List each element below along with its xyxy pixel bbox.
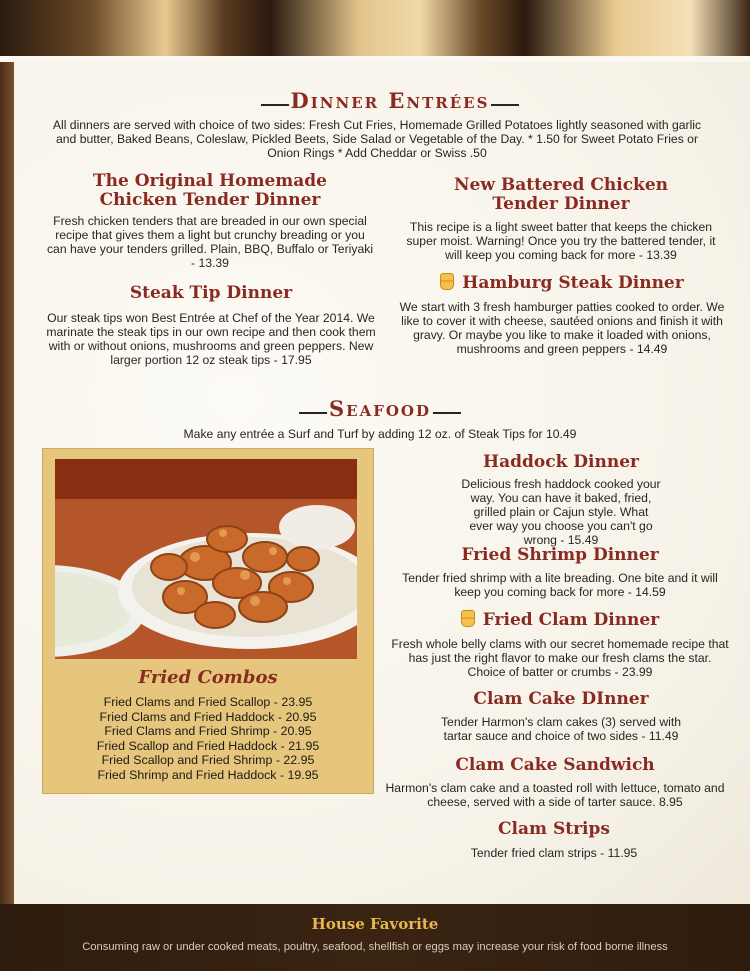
item-name: Haddock Dinner: [483, 452, 639, 472]
menu-item-battered-chicken: [396, 176, 726, 262]
item-desc: Tender fried shrimp with a lite breading. One bite and it will keep you coming back for more - 14.59: [402, 571, 718, 599]
fried-seafood-photo: [55, 459, 357, 659]
item-name: Fried Shrimp Dinner: [461, 545, 659, 565]
house-favorite-icon: [461, 610, 475, 627]
item-desc: Harmon's clam cake and a toasted roll with lettuce, tomato and cheese, served with a side of tarter sauce. 8.95: [385, 781, 725, 809]
menu-item-fried-clam: [390, 610, 730, 679]
title-rule: [491, 104, 519, 106]
menu-item-chicken-tender: [40, 172, 380, 270]
item-desc: Fresh whole belly clams with our secret homemade recipe that has just the right flavor to make our fresh clams the star. Choice of batter or crumbs - 23.99: [391, 637, 729, 679]
food-safety-warning: Consuming raw or under cooked meats, poultry, seafood, shellfish or eggs may increase your risk of food borne illness: [82, 941, 668, 953]
menu-item-fried-shrimp: [390, 546, 730, 599]
item-name: Clam Cake DInner: [473, 689, 649, 709]
item-name-row: [390, 273, 734, 293]
fried-combos-panel: [42, 448, 374, 794]
menu-item-haddock: [396, 453, 726, 547]
dinner-intro: All dinners are served with choice of two sides: Fresh Cut Fries, Homemade Grilled Potatoes lightly seasoned with garlic and butter, Baked Beans, Coleslaw, Pickled Beets, Side Salad or Vegetable of the Day. * 1.50 for Sweet Potato Fries or Onion Rings * Add Cheddar or Swiss .50: [52, 118, 702, 160]
house-favorite-label: House Favorite: [311, 915, 439, 933]
combos-list: [43, 695, 373, 783]
title-rule: [433, 412, 461, 414]
combo-item: Fried Scallop and Fried Shrimp - 22.95: [101, 753, 315, 768]
item-name: Clam Strips: [498, 819, 610, 839]
menu-item-steak-tip: [36, 284, 386, 367]
footer-bar: [0, 904, 750, 971]
seafood-intro: Make any entrée a Surf and Turf by adding 12 oz. of Steak Tips for 10.49: [183, 427, 577, 441]
combo-item: Fried Shrimp and Fried Haddock - 19.95: [97, 767, 319, 782]
item-name: Hamburg Steak Dinner: [462, 273, 684, 293]
menu-item-clam-cake-sandwich: [380, 756, 730, 809]
item-desc: Delicious fresh haddock cooked your way. You can have it baked, fried, grilled plain or Cajun style. What ever way you choose you can't go wrong - 15.49: [461, 477, 661, 547]
menu-item-clam-strips: [396, 820, 712, 860]
left-edge-bar: [0, 62, 14, 904]
menu-item-hamburg-steak: [390, 273, 734, 356]
item-desc: Fresh chicken tenders that are breaded in our own special recipe that gives them a light but crunchy breading or you can have your tenders grilled. Plain, BBQ, Buffalo or Teriyaki - 13.39: [46, 214, 374, 270]
combo-item: Fried Scallop and Fried Haddock - 21.95: [96, 738, 320, 753]
item-desc: Tender Harmon's clam cakes (3) served with tartar sauce and choice of two sides - 11.49: [440, 715, 682, 743]
item-name: Clam Cake Sandwich: [455, 755, 655, 775]
item-desc: We start with 3 fresh hamburger patties cooked to order. We like to cover it with cheese, sautéed onions and finish it with gravy. Or maybe you like to make it loaded with onions, mushrooms and green peppers - 14.49: [399, 300, 725, 356]
item-name: The Original Homemade Chicken Tender Dinner: [93, 171, 327, 210]
house-favorite-icon: [440, 273, 454, 290]
combo-item: Fried Clams and Fried Scallop - 23.95: [103, 695, 313, 709]
seafood-section-title: Seafood: [270, 396, 490, 421]
combos-title: Fried Combos: [138, 667, 278, 688]
item-name: New Battered Chicken Tender Dinner: [453, 175, 669, 214]
item-desc: This recipe is a light sweet batter that keeps the chicken super moist. Warning! Once you try the battered tender, it will keep you coming back for more - 13.39: [406, 220, 716, 262]
seafood-plate-illustration: [55, 459, 357, 659]
title-rule: [261, 104, 289, 106]
dinner-section-title: Dinner Entrées: [230, 88, 550, 113]
menu-item-clam-cake-dinner: [396, 690, 726, 743]
combo-item: Fried Clams and Fried Shrimp - 20.95: [104, 724, 312, 739]
item-desc: Tender fried clam strips - 11.95: [470, 846, 638, 860]
title-rule: [299, 412, 327, 414]
combo-item: Fried Clams and Fried Haddock - 20.95: [99, 709, 317, 724]
item-name-row: [390, 610, 730, 630]
item-desc: Our steak tips won Best Entrée at Chef of the Year 2014. We marinate the steak tips in our own recipe and then cook them with or without onions, mushrooms and green peppers. New larger portion 12 oz steak tips - 17.95: [46, 311, 376, 367]
header-photo-band: [0, 0, 750, 62]
item-name: Steak Tip Dinner: [129, 283, 293, 303]
item-name: Fried Clam Dinner: [482, 610, 660, 630]
